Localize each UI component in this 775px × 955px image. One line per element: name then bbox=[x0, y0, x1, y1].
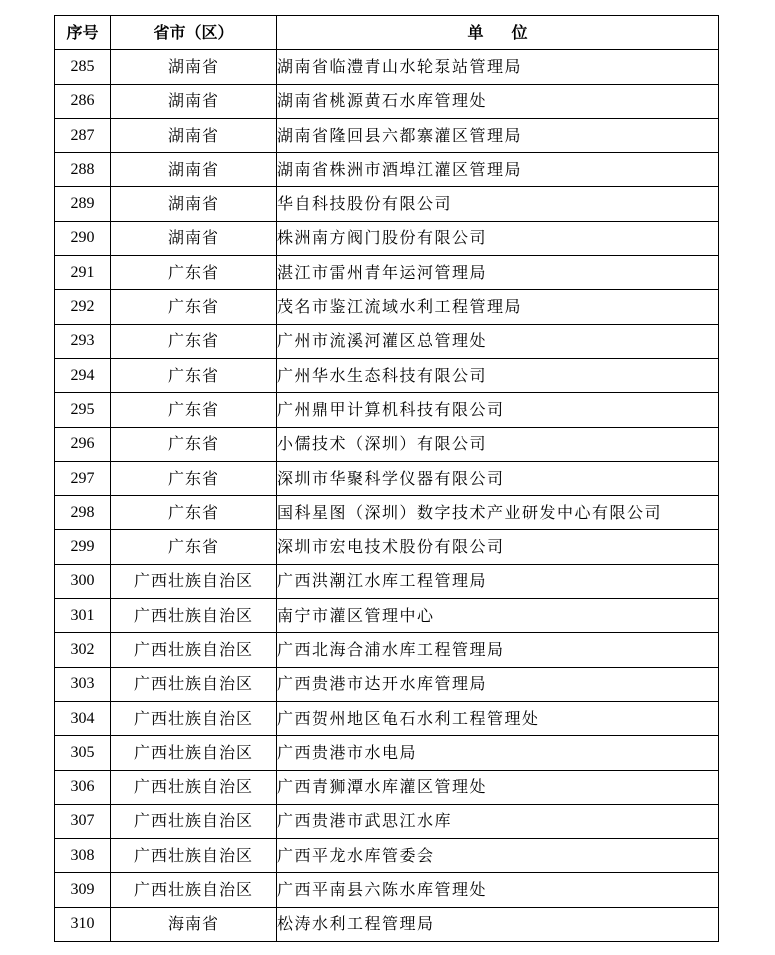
table-row bbox=[55, 50, 719, 84]
table-row bbox=[55, 153, 719, 187]
row-serial-number: 303 bbox=[55, 667, 111, 701]
table-header-row bbox=[55, 16, 719, 50]
row-unit-name: 广西贺州地区龟石水利工程管理处 bbox=[277, 701, 719, 735]
row-unit-name: 广州市流溪河灌区总管理处 bbox=[277, 324, 719, 358]
table-row bbox=[55, 290, 719, 324]
row-serial-number: 293 bbox=[55, 324, 111, 358]
table-row bbox=[55, 496, 719, 530]
row-unit-name: 广西平龙水库管委会 bbox=[277, 839, 719, 873]
row-province: 湖南省 bbox=[111, 153, 277, 187]
row-unit-name: 湖南省株洲市酒埠江灌区管理局 bbox=[277, 153, 719, 187]
row-province: 海南省 bbox=[111, 907, 277, 941]
row-province: 广西壮族自治区 bbox=[111, 804, 277, 838]
row-serial-number: 306 bbox=[55, 770, 111, 804]
table-row bbox=[55, 530, 719, 564]
row-unit-name: 广西贵港市达开水库管理局 bbox=[277, 667, 719, 701]
row-serial-number: 288 bbox=[55, 153, 111, 187]
table-row bbox=[55, 427, 719, 461]
row-serial-number: 296 bbox=[55, 427, 111, 461]
table-row bbox=[55, 324, 719, 358]
row-serial-number: 294 bbox=[55, 358, 111, 392]
table-row bbox=[55, 770, 719, 804]
row-province: 广西壮族自治区 bbox=[111, 839, 277, 873]
table-row bbox=[55, 633, 719, 667]
table-row bbox=[55, 358, 719, 392]
row-province: 广东省 bbox=[111, 324, 277, 358]
row-unit-name: 湖南省桃源黄石水库管理处 bbox=[277, 84, 719, 118]
row-province: 广西壮族自治区 bbox=[111, 667, 277, 701]
row-province: 广东省 bbox=[111, 427, 277, 461]
row-unit-name: 松涛水利工程管理局 bbox=[277, 907, 719, 941]
header-serial-number: 序号 bbox=[55, 16, 111, 50]
row-serial-number: 299 bbox=[55, 530, 111, 564]
unit-list-table bbox=[54, 15, 719, 942]
row-province: 湖南省 bbox=[111, 221, 277, 255]
row-province: 广东省 bbox=[111, 393, 277, 427]
table-row bbox=[55, 736, 719, 770]
header-unit: 单位 bbox=[277, 16, 719, 50]
row-province: 广西壮族自治区 bbox=[111, 701, 277, 735]
row-unit-name: 湛江市雷州青年运河管理局 bbox=[277, 256, 719, 290]
row-province: 湖南省 bbox=[111, 118, 277, 152]
table-row bbox=[55, 667, 719, 701]
row-province: 广东省 bbox=[111, 256, 277, 290]
row-province: 广西壮族自治区 bbox=[111, 873, 277, 907]
row-serial-number: 298 bbox=[55, 496, 111, 530]
row-serial-number: 289 bbox=[55, 187, 111, 221]
row-serial-number: 301 bbox=[55, 599, 111, 633]
row-unit-name: 株洲南方阀门股份有限公司 bbox=[277, 221, 719, 255]
row-unit-name: 湖南省隆回县六都寨灌区管理局 bbox=[277, 118, 719, 152]
row-serial-number: 290 bbox=[55, 221, 111, 255]
header-province: 省市（区） bbox=[111, 16, 277, 50]
row-province: 广东省 bbox=[111, 530, 277, 564]
row-serial-number: 302 bbox=[55, 633, 111, 667]
table-row bbox=[55, 393, 719, 427]
row-serial-number: 307 bbox=[55, 804, 111, 838]
row-unit-name: 广西洪潮江水库工程管理局 bbox=[277, 564, 719, 598]
row-province: 广西壮族自治区 bbox=[111, 736, 277, 770]
table-row bbox=[55, 118, 719, 152]
row-serial-number: 295 bbox=[55, 393, 111, 427]
table-row bbox=[55, 599, 719, 633]
row-unit-name: 广西青狮潭水库灌区管理处 bbox=[277, 770, 719, 804]
row-province: 广东省 bbox=[111, 461, 277, 495]
row-serial-number: 286 bbox=[55, 84, 111, 118]
row-serial-number: 291 bbox=[55, 256, 111, 290]
row-unit-name: 广西平南县六陈水库管理处 bbox=[277, 873, 719, 907]
row-unit-name: 广西贵港市武思江水库 bbox=[277, 804, 719, 838]
row-unit-name: 华自科技股份有限公司 bbox=[277, 187, 719, 221]
table-row bbox=[55, 221, 719, 255]
table-row bbox=[55, 907, 719, 941]
table-row bbox=[55, 701, 719, 735]
row-unit-name: 深圳市华聚科学仪器有限公司 bbox=[277, 461, 719, 495]
row-province: 广东省 bbox=[111, 290, 277, 324]
table-row bbox=[55, 461, 719, 495]
row-province: 湖南省 bbox=[111, 187, 277, 221]
row-province: 广西壮族自治区 bbox=[111, 770, 277, 804]
row-province: 广西壮族自治区 bbox=[111, 599, 277, 633]
row-province: 湖南省 bbox=[111, 84, 277, 118]
row-province: 广东省 bbox=[111, 496, 277, 530]
row-serial-number: 310 bbox=[55, 907, 111, 941]
row-unit-name: 广西北海合浦水库工程管理局 bbox=[277, 633, 719, 667]
row-serial-number: 305 bbox=[55, 736, 111, 770]
row-province: 广东省 bbox=[111, 358, 277, 392]
row-province: 广西壮族自治区 bbox=[111, 633, 277, 667]
table-row bbox=[55, 873, 719, 907]
table-body bbox=[55, 50, 719, 942]
row-serial-number: 308 bbox=[55, 839, 111, 873]
table-row bbox=[55, 839, 719, 873]
row-serial-number: 309 bbox=[55, 873, 111, 907]
row-unit-name: 广州华水生态科技有限公司 bbox=[277, 358, 719, 392]
row-unit-name: 广州鼎甲计算机科技有限公司 bbox=[277, 393, 719, 427]
table-row bbox=[55, 564, 719, 598]
row-serial-number: 285 bbox=[55, 50, 111, 84]
row-unit-name: 广西贵港市水电局 bbox=[277, 736, 719, 770]
table-row bbox=[55, 256, 719, 290]
row-serial-number: 304 bbox=[55, 701, 111, 735]
table-row bbox=[55, 187, 719, 221]
row-serial-number: 297 bbox=[55, 461, 111, 495]
row-serial-number: 292 bbox=[55, 290, 111, 324]
table-row bbox=[55, 804, 719, 838]
row-unit-name: 茂名市鉴江流域水利工程管理局 bbox=[277, 290, 719, 324]
row-unit-name: 小儒技术（深圳）有限公司 bbox=[277, 427, 719, 461]
row-unit-name: 国科星图（深圳）数字技术产业研发中心有限公司 bbox=[277, 496, 719, 530]
row-province: 广西壮族自治区 bbox=[111, 564, 277, 598]
row-province: 湖南省 bbox=[111, 50, 277, 84]
table-row bbox=[55, 84, 719, 118]
row-serial-number: 287 bbox=[55, 118, 111, 152]
row-unit-name: 湖南省临澧青山水轮泵站管理局 bbox=[277, 50, 719, 84]
row-unit-name: 南宁市灌区管理中心 bbox=[277, 599, 719, 633]
row-unit-name: 深圳市宏电技术股份有限公司 bbox=[277, 530, 719, 564]
row-serial-number: 300 bbox=[55, 564, 111, 598]
